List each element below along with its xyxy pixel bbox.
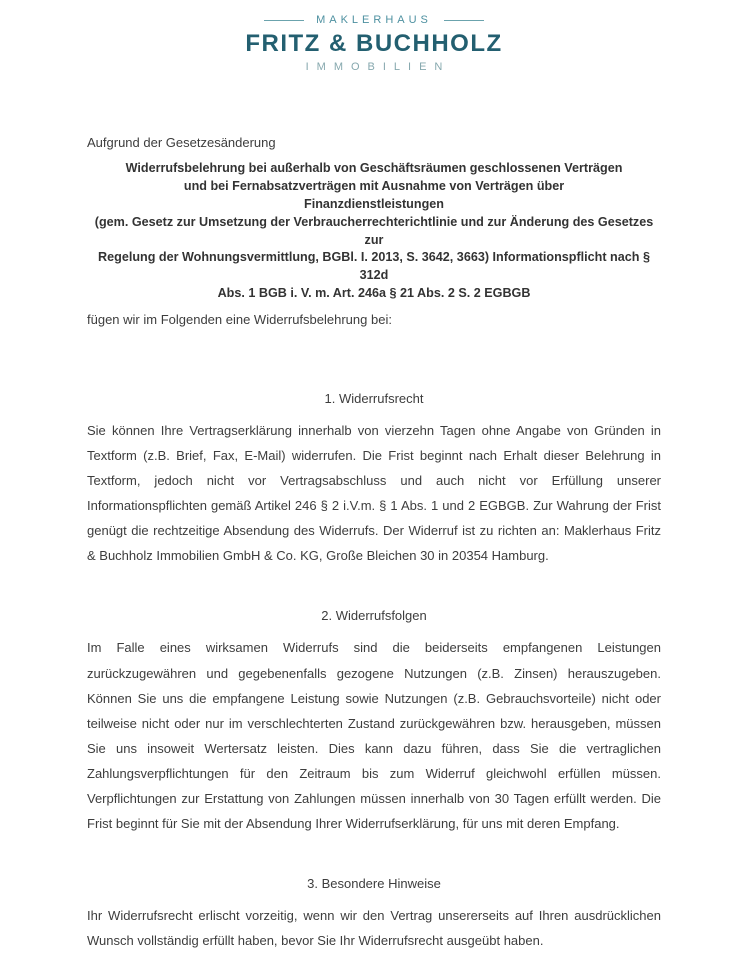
logo-rule-right	[444, 20, 484, 21]
section-body: Ihr Widerrufsrecht erlischt vorzeitig, wenn wir den Vertrag unsererseits auf Ihren ausdrücklichen Wunsch vollständig erfüllt haben, bevor Sie Ihr Widerrufsrecht ausgeübt haben.	[87, 908, 661, 949]
logo-wordmark-sub: IMMOBILIEN	[305, 61, 451, 73]
brand-logo	[87, 14, 661, 73]
title-line: Regelung der Wohnungsvermittlung, BGBl. I. 2013, S. 3642, 3663) Informationspflicht nach §	[98, 250, 650, 265]
section-heading: 1. Widerrufsrecht	[324, 391, 424, 406]
logo-wordmark-top-row	[264, 14, 484, 26]
title-line: 312d	[359, 268, 389, 283]
title-line: (gem. Gesetz zur Umsetzung der Verbraucherrechterichtlinie und zur Änderung des Gesetzes	[94, 214, 654, 229]
section-widerrufsfolgen	[87, 608, 661, 836]
logo-rule-left	[264, 20, 304, 21]
lead-line: fügen wir im Folgenden eine Widerrufsbelehrung bei:	[87, 312, 392, 327]
logo-wordmark-top: MAKLERHAUS	[316, 14, 432, 26]
section-body: Sie können Ihre Vertragserklärung innerhalb von vierzehn Tagen ohne Angabe von Gründen in Textform (z.B. Brief, Fax, E-Mail) widerrufen. Die Frist beginnt nach Erhalt dieser Belehrung in Textform, jedoch nicht vor Vertragsabschluss und auch nicht vor Erfüllung unserer Informationspflichten gemäß Artikel 246 § 2 i.V.m. § 1 Abs. 1 und 2 EGBGB. Zur Wahrung der Frist genügt die rechtzeitige Absendung des Widerrufs. Der Widerruf ist zu richten an: Maklerhaus Fritz & Buchholz Immobilien GmbH & Co. KG, Große Bleichen 30 in 20354 Hamburg.	[87, 423, 661, 564]
section-widerrufsrecht	[87, 391, 661, 568]
legal-title-block	[87, 160, 661, 303]
section-heading: 3. Besondere Hinweise	[307, 876, 441, 892]
title-line: Abs. 1 BGB i. V. m. Art. 246a § 21 Abs. 2 S. 2 EGBGB	[217, 286, 531, 301]
logo-wordmark-main: FRITZ & BUCHHOLZ	[245, 30, 503, 57]
section-body: Im Falle eines wirksamen Widerrufs sind die beiderseits empfangenen Leistungen zurückzugewähren und gegebenenfalls gezogene Nutzungen (z.B. Zinsen) herauszugeben. Können Sie uns die empfangene Leistung sowie Nutzungen (z.B. Gebrauchsvorteile) nicht oder teilweise nicht oder nur im verschlechterten Zustand zurückgewähren bzw. herausgeben, müssen Sie uns insoweit Wertersatz leisten. Dies kann dazu führen, dass Sie die vertraglichen Zahlungsverpflichtungen für den Zeitraum bis zum Widerruf gleichwohl erfüllen müssen. Verpflichtungen zur Erstattung von Zahlungen müssen innerhalb von 30 Tagen erfüllt werden. Die Frist beginnt für Sie mit der Absendung Ihrer Widerrufserklärung, für uns mit deren Empfang.	[87, 640, 661, 832]
title-line: zur	[364, 232, 384, 247]
section-heading: 2. Widerrufsfolgen	[321, 608, 427, 624]
title-line: Finanzdienstleistungen	[304, 196, 444, 211]
title-line: und bei Fernabsatzverträgen mit Ausnahme von Verträgen über	[183, 178, 565, 193]
section-besondere-hinweise	[87, 876, 661, 953]
intro-line: Aufgrund der Gesetzesänderung	[87, 135, 276, 150]
title-line: Widerrufsbelehrung bei außerhalb von Geschäftsräumen geschlossenen Verträgen	[125, 161, 623, 175]
